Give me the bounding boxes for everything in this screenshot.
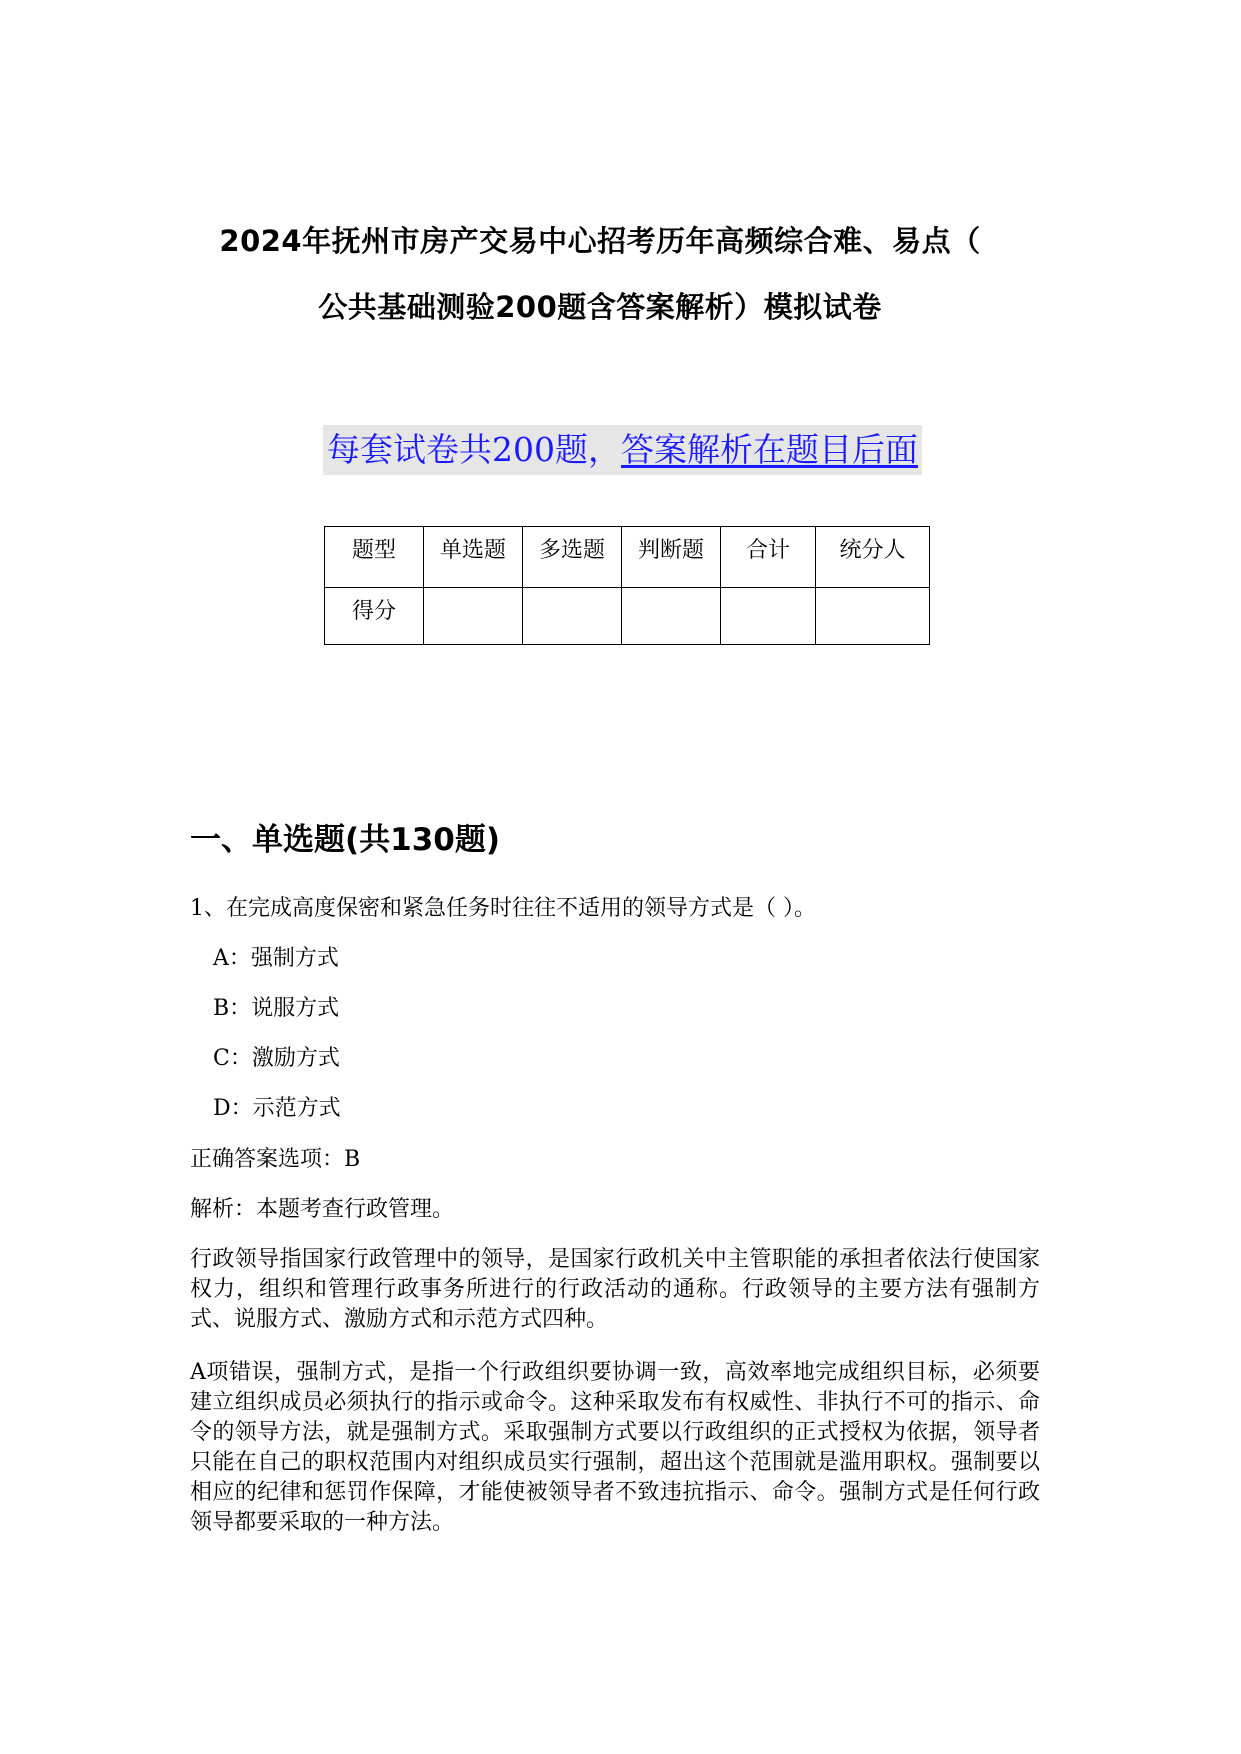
document-title	[150, 208, 1050, 340]
header-cell-type: 题型	[325, 527, 424, 588]
banner-link[interactable]: 答案解析在题目后面	[621, 430, 918, 469]
score-cell-judge	[622, 588, 721, 645]
analysis-heading: 解析：本题考查行政管理。	[190, 1197, 455, 1222]
correct-answer: 正确答案选项：B	[190, 1147, 361, 1172]
score-table	[324, 526, 930, 645]
score-cell-multi	[523, 588, 622, 645]
score-cell-single	[424, 588, 523, 645]
title-line-2: 公共基础测验200题含答案解析）模拟试卷	[318, 290, 882, 324]
score-table-header-row	[325, 527, 930, 588]
option-a: A：强制方式	[213, 946, 339, 971]
score-cell-scorer	[816, 588, 930, 645]
score-cell-total	[721, 588, 816, 645]
section-heading: 一、单选题(共130题)	[190, 822, 501, 858]
header-cell-multi: 多选题	[523, 527, 622, 588]
question-stem: 1、在完成高度保密和紧急任务时往往不适用的领导方式是（ ）。	[190, 896, 816, 921]
info-banner	[323, 425, 922, 475]
score-table-score-row	[325, 588, 930, 645]
banner-text: 每套试卷共200题，	[327, 430, 621, 469]
header-cell-judge: 判断题	[622, 527, 721, 588]
header-cell-single: 单选题	[424, 527, 523, 588]
row-label-score: 得分	[325, 588, 424, 645]
analysis-paragraph-2: A项错误，强制方式，是指一个行政组织要协调一致，高效率地完成组织目标，必须要建立组织成员必须执行的指示或命令。这种采取发布有权威性、非执行不可的指示、命令的领导方法，就是强制方式。采取强制方式要以行政组织的正式授权为依据，领导者只能在自己的职权范围内对组织成员实行强制，超出这个范围就是滥用职权。强制要以相应的纪律和惩罚作保障，才能使被领导者不致违抗指示、命令。强制方式是任何行政领导都要采取的一种方法。	[190, 1360, 1040, 1535]
option-d: D：示范方式	[213, 1096, 341, 1121]
header-cell-scorer: 统分人	[816, 527, 930, 588]
option-c: C：激励方式	[213, 1046, 340, 1071]
analysis-paragraph-1: 行政领导指国家行政管理中的领导，是国家行政机关中主管职能的承担者依法行使国家权力，组织和管理行政事务所进行的行政活动的通称。行政领导的主要方法有强制方式、说服方式、激励方式和示范方式四种。	[190, 1247, 1040, 1332]
header-cell-total: 合计	[721, 527, 816, 588]
option-b: B：说服方式	[213, 996, 340, 1021]
title-line-1: 2024年抚州市房产交易中心招考历年高频综合难、易点（	[219, 224, 981, 258]
